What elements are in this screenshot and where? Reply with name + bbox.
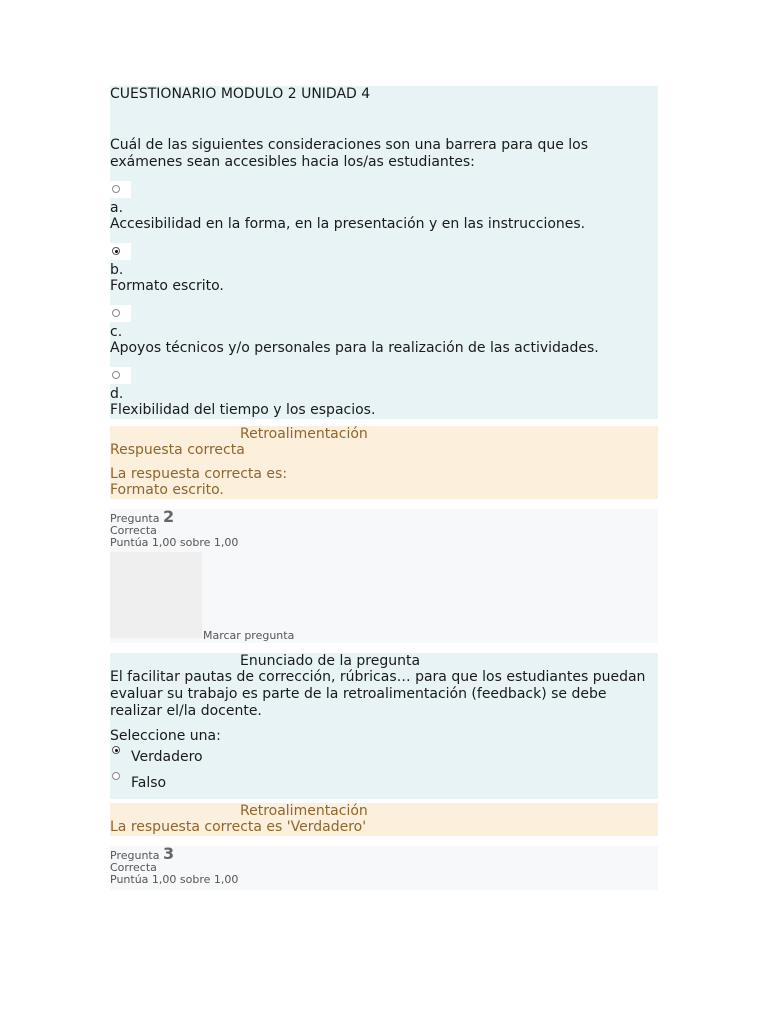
question-label: Pregunta xyxy=(110,512,160,525)
radio-icon[interactable] xyxy=(112,309,120,317)
option-text: Accesibilidad en la forma, en la presentación y en las instrucciones. xyxy=(110,216,586,232)
feedback-result: Respuesta correcta xyxy=(110,442,245,458)
feedback-answer: La respuesta correcta es 'Verdadero' xyxy=(110,819,367,835)
question-2-heading: Enunciado de la pregunta xyxy=(240,653,421,669)
option-b-radio-wrap xyxy=(110,243,131,260)
question-score: Puntúa 1,00 sobre 1,00 xyxy=(110,873,239,886)
feedback-correct-answer: Formato escrito. xyxy=(110,482,224,498)
option-d-radio-wrap xyxy=(110,367,131,384)
question-2-info xyxy=(110,509,658,643)
option-letter: c. xyxy=(110,324,123,340)
option-c-radio-wrap xyxy=(110,305,131,322)
option-verdadero[interactable] xyxy=(110,745,658,771)
radio-icon[interactable] xyxy=(112,772,120,780)
question-status: Correcta xyxy=(110,861,157,874)
radio-checked-icon[interactable] xyxy=(112,746,120,754)
select-label: Seleccione una: xyxy=(110,728,221,744)
option-falso[interactable] xyxy=(110,771,658,797)
feedback-heading: Retroalimentación xyxy=(240,803,368,819)
option-text: Falso xyxy=(131,775,167,791)
option-letter: d. xyxy=(110,386,124,402)
question-2-feedback xyxy=(110,803,658,836)
quiz-content xyxy=(110,86,658,890)
option-text: Formato escrito. xyxy=(110,278,224,294)
quiz-title: CUESTIONARIO MODULO 2 UNIDAD 4 xyxy=(110,86,371,102)
radio-icon[interactable] xyxy=(112,371,120,379)
question-number: 2 xyxy=(162,507,175,526)
option-a[interactable] xyxy=(110,181,658,233)
option-letter: a. xyxy=(110,200,124,216)
question-number: 3 xyxy=(162,844,175,863)
question-1-box xyxy=(110,86,658,419)
radio-icon[interactable] xyxy=(112,185,120,193)
question-number-line xyxy=(110,846,658,862)
option-a-radio-wrap xyxy=(110,181,131,198)
question-number-line xyxy=(110,509,658,525)
question-2-box xyxy=(110,653,658,799)
option-text: Apoyos técnicos y/o personales para la realización de las actividades. xyxy=(110,340,599,356)
question-2-text: El facilitar pautas de corrección, rúbricas… para que los estudiantes puedan evaluar su trabajo es parte de la retroalimentación (feedback) se debe realizar el/la docente. xyxy=(110,669,646,719)
option-c[interactable] xyxy=(110,305,658,357)
question-1-feedback xyxy=(110,426,658,499)
option-letter: b. xyxy=(110,262,124,278)
question-3-info xyxy=(110,846,658,890)
option-b[interactable] xyxy=(110,243,658,295)
feedback-spacer xyxy=(110,458,658,466)
flag-question-link[interactable]: Marcar pregunta xyxy=(203,629,295,642)
question-score: Puntúa 1,00 sobre 1,00 xyxy=(110,536,239,549)
option-text: Verdadero xyxy=(131,749,203,765)
option-d[interactable] xyxy=(110,367,658,419)
question-label: Pregunta xyxy=(110,849,160,862)
flag-icon[interactable] xyxy=(110,552,202,638)
question-1-text: Cuál de las siguientes consideraciones son una barrera para que los exámenes sean accesibles hacia los/as estudiantes: xyxy=(110,137,589,170)
feedback-correct-intro: La respuesta correcta es: xyxy=(110,466,288,482)
feedback-heading: Retroalimentación xyxy=(240,426,368,442)
option-text: Flexibilidad del tiempo y los espacios. xyxy=(110,402,376,418)
radio-checked-icon[interactable] xyxy=(112,247,120,255)
question-status: Correcta xyxy=(110,524,157,537)
